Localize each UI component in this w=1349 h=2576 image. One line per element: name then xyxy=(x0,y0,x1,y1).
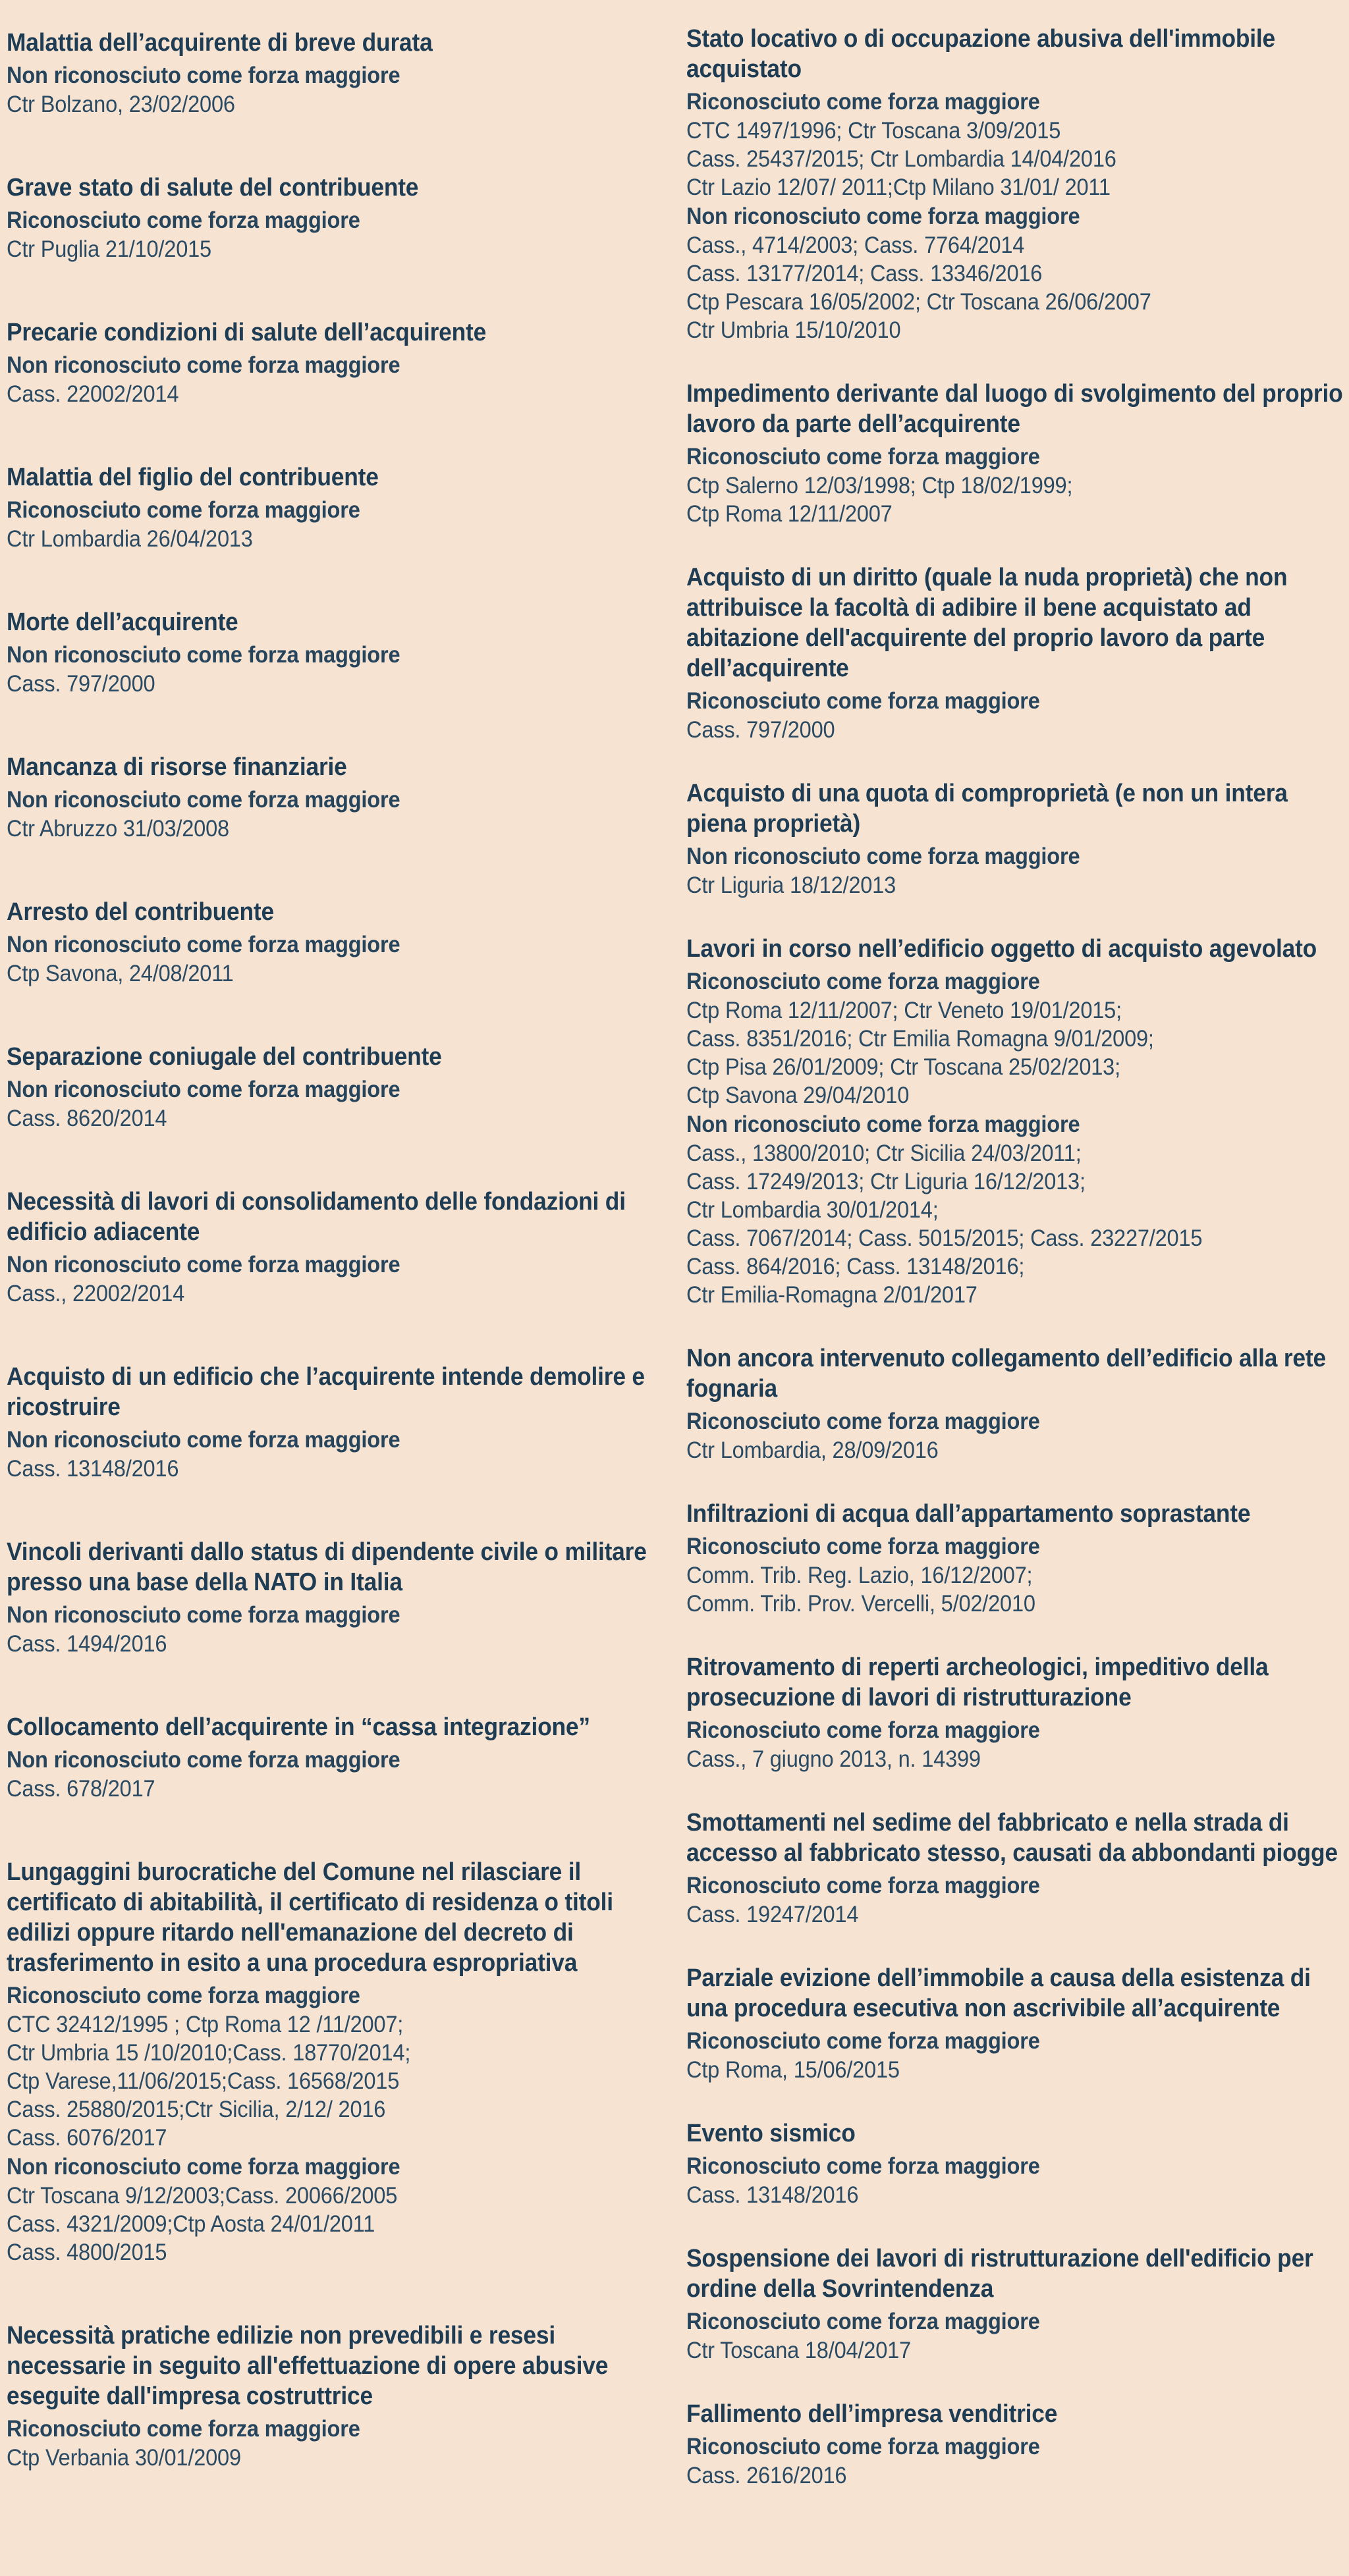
status-label: Riconosciuto come forza maggiore xyxy=(686,688,1040,714)
case-title: Acquisto di una quota di comproprietà (e non un intera piena proprietà) xyxy=(686,780,1288,838)
case-title: Vincoli derivanti dallo status di dipendente civile o militare presso una base della NATO in Italia xyxy=(7,1538,647,1596)
case-title: Ritrovamento di reperti archeologici, impeditivo della prosecuzione di lavori di ristrutturazione xyxy=(686,1653,1269,1711)
citation-line: CTC 1497/1996; Ctr Toscana 3/09/2015 xyxy=(686,118,1061,144)
case-title: Impedimento derivante dal luogo di svolgimento del proprio lavoro da parte dell’acquirente xyxy=(686,380,1343,438)
status-label: Non riconosciuto come forza maggiore xyxy=(686,203,1080,229)
citation-line: Cass. 797/2000 xyxy=(686,717,835,743)
case-entry xyxy=(7,1362,667,1483)
case-entry xyxy=(7,1712,667,1803)
case-entry xyxy=(7,317,667,408)
citation-line: Cass. 8620/2014 xyxy=(7,1106,167,1131)
case-entry xyxy=(686,778,1347,899)
status-label: Riconosciuto come forza maggiore xyxy=(686,444,1040,470)
citation-line: Cass., 22002/2014 xyxy=(7,1281,185,1306)
case-entry xyxy=(7,897,667,988)
citation-line: Ctr Abruzzo 31/03/2008 xyxy=(7,816,229,842)
citation-line: Cass. 1494/2016 xyxy=(7,1631,167,1657)
status-label: Riconosciuto come forza maggiore xyxy=(7,207,360,233)
status-label: Riconosciuto come forza maggiore xyxy=(686,89,1040,115)
citation-line: Ctp Savona 29/04/2010 xyxy=(686,1083,910,1108)
case-title: Malattia dell’acquirente di breve durata xyxy=(7,29,433,57)
citation-line: Ctr Lombardia 30/01/2014; xyxy=(686,1197,939,1223)
case-entry xyxy=(686,2399,1347,2490)
citation-line: Cass., 7 giugno 2013, n. 14399 xyxy=(686,1746,981,1772)
status-label: Non riconosciuto come forza maggiore xyxy=(7,642,400,668)
status-label: Non riconosciuto come forza maggiore xyxy=(7,63,400,88)
citation-line: Ctr Umbria 15/10/2010 xyxy=(686,317,901,343)
citation-line: Cass. 7067/2014; Cass. 5015/2015; Cass. 23227/2015 xyxy=(686,1225,1203,1251)
case-title: Grave stato di salute del contribuente xyxy=(7,174,419,201)
case-title: Acquisto di un edificio che l’acquirente intende demolire e ricostruire xyxy=(7,1363,645,1421)
status-label: Riconosciuto come forza maggiore xyxy=(7,497,360,523)
case-title: Stato locativo o di occupazione abusiva dell'immobile acquistato xyxy=(686,25,1276,83)
citation-line: Cass. 25437/2015; Ctr Lombardia 14/04/2016 xyxy=(686,146,1116,172)
citation-line: Ctr Toscana 9/12/2003;Cass. 20066/2005 xyxy=(7,2183,398,2209)
case-title: Lavori in corso nell’edificio oggetto di acquisto agevolato xyxy=(686,935,1317,963)
case-title: Fallimento dell’impresa venditrice xyxy=(686,2400,1058,2428)
case-entry xyxy=(7,1857,667,2267)
case-title: Arresto del contribuente xyxy=(7,898,274,926)
case-title: Infiltrazioni di acqua dall’appartamento soprastante xyxy=(686,1500,1251,1528)
citation-line: Ctp Roma 12/11/2007; Ctr Veneto 19/01/2015; xyxy=(686,998,1122,1023)
status-label: Riconosciuto come forza maggiore xyxy=(686,969,1040,994)
status-label: Non riconosciuto come forza maggiore xyxy=(686,1112,1080,1137)
citation-line: Cass. 22002/2014 xyxy=(7,381,179,407)
case-title: Morte dell’acquirente xyxy=(7,608,238,636)
case-title: Sospensione dei lavori di ristrutturazione dell'edificio per ordine della Sovrintendenza xyxy=(686,2245,1313,2303)
case-entry xyxy=(7,1537,667,1658)
citation-line: Ctp Varese,11/06/2015;Cass. 16568/2015 xyxy=(7,2068,400,2094)
citation-line: Cass. 4321/2009;Ctp Aosta 24/01/2011 xyxy=(7,2211,375,2237)
status-label: Non riconosciuto come forza maggiore xyxy=(7,932,400,957)
case-entry xyxy=(7,607,667,698)
citation-line: Ctr Lombardia, 28/09/2016 xyxy=(686,1437,939,1463)
citation-line: Cass. 864/2016; Cass. 13148/2016; xyxy=(686,1254,1025,1279)
status-label: Riconosciuto come forza maggiore xyxy=(686,2028,1040,2054)
status-label: Riconosciuto come forza maggiore xyxy=(686,1409,1040,1434)
case-title: Acquisto di un diritto (quale la nuda proprietà) che non attribuisce la facoltà di adibire il bene acquistato ad abitazione dell'acquirente del proprio lavoro da parte dell’acquirente xyxy=(686,564,1288,682)
status-label: Non riconosciuto come forza maggiore xyxy=(686,844,1080,869)
citation-line: Cass. 17249/2013; Ctr Liguria 16/12/2013; xyxy=(686,1169,1086,1194)
case-entry xyxy=(686,2118,1347,2209)
citation-line: Cass. 19247/2014 xyxy=(686,1902,859,1927)
status-label: Non riconosciuto come forza maggiore xyxy=(7,1747,400,1773)
citation-line: Comm. Trib. Prov. Vercelli, 5/02/2010 xyxy=(686,1591,1035,1617)
case-entry xyxy=(686,562,1347,744)
status-label: Non riconosciuto come forza maggiore xyxy=(7,1252,400,1277)
case-entry xyxy=(7,28,667,119)
case-entry xyxy=(7,752,667,843)
citation-line: Ctp Pisa 26/01/2009; Ctr Toscana 25/02/2013; xyxy=(686,1054,1120,1080)
status-label: Non riconosciuto come forza maggiore xyxy=(7,1427,400,1453)
case-entry xyxy=(7,1042,667,1133)
citation-line: Cass. 25880/2015;Ctr Sicilia, 2/12/ 2016 xyxy=(7,2097,386,2122)
citation-line: Ctr Liguria 18/12/2013 xyxy=(686,872,896,898)
citation-line: Ctr Lazio 12/07/ 2011;Ctp Milano 31/01/ 2011 xyxy=(686,174,1111,200)
citation-line: Ctp Savona, 24/08/2011 xyxy=(7,961,234,986)
case-entry xyxy=(7,462,667,553)
status-label: Riconosciuto come forza maggiore xyxy=(686,2309,1040,2334)
citation-line: Ctr Lombardia 26/04/2013 xyxy=(7,526,253,552)
case-entry xyxy=(686,1652,1347,1773)
case-title: Necessità pratiche edilizie non prevedibili e resesi necessarie in seguito all'effettuazione di opere abusive eseguite dall'impresa costruttrice xyxy=(7,2322,609,2410)
case-entry xyxy=(686,1808,1347,1929)
citation-line: Ctp Salerno 12/03/1998; Ctp 18/02/1999; xyxy=(686,473,1073,498)
status-label: Riconosciuto come forza maggiore xyxy=(686,1534,1040,1559)
citation-line: Cass., 13800/2010; Ctr Sicilia 24/03/2011; xyxy=(686,1140,1082,1166)
case-title: Collocamento dell’acquirente in “cassa integrazione” xyxy=(7,1713,590,1741)
case-entry xyxy=(686,1343,1347,1464)
citation-line: Ctr Umbria 15 /10/2010;Cass. 18770/2014; xyxy=(7,2040,411,2066)
case-entry xyxy=(686,379,1347,528)
citation-line: CTC 32412/1995 ; Ctp Roma 12 /11/2007; xyxy=(7,2012,404,2037)
status-label: Riconosciuto come forza maggiore xyxy=(686,1717,1040,1743)
citation-line: Ctr Toscana 18/04/2017 xyxy=(686,2338,911,2363)
status-label: Non riconosciuto come forza maggiore xyxy=(7,352,400,378)
citation-line: Comm. Trib. Reg. Lazio, 16/12/2007; xyxy=(686,1563,1033,1588)
case-title: Separazione coniugale del contribuente xyxy=(7,1043,442,1071)
citation-line: Cass. 13148/2016 xyxy=(7,1456,179,1482)
citation-line: Cass. 2616/2016 xyxy=(686,2463,847,2488)
citation-line: Cass. 6076/2017 xyxy=(7,2125,167,2151)
citation-line: Cass., 4714/2003; Cass. 7764/2014 xyxy=(686,232,1025,258)
case-title: Lungaggini burocratiche del Comune nel rilasciare il certificato di abitabilità, il certificato di residenza o titoli edilizi oppure ritardo nell'emanazione del decreto di trasferimento in esito a una procedura espropriativa xyxy=(7,1858,613,1977)
case-title: Parziale evizione dell’immobile a causa della esistenza di una procedura esecutiva non ascrivibile all’acquirente xyxy=(686,1964,1311,2022)
case-entry xyxy=(686,2243,1347,2365)
left-column xyxy=(7,28,667,2526)
citation-line: Cass. 4800/2015 xyxy=(7,2240,167,2265)
status-label: Non riconosciuto come forza maggiore xyxy=(7,787,400,813)
right-column xyxy=(686,24,1347,2524)
status-label: Non riconosciuto come forza maggiore xyxy=(7,1602,400,1628)
citation-line: Cass. 8351/2016; Ctr Emilia Romagna 9/01/2009; xyxy=(686,1026,1154,1052)
citation-line: Ctr Puglia 21/10/2015 xyxy=(7,236,211,262)
status-label: Non riconosciuto come forza maggiore xyxy=(7,2154,400,2180)
case-title: Precarie condizioni di salute dell’acquirente xyxy=(7,319,487,346)
citation-line: Ctp Verbania 30/01/2009 xyxy=(7,2445,241,2471)
status-label: Riconosciuto come forza maggiore xyxy=(686,2434,1040,2459)
case-entry xyxy=(686,24,1347,344)
citation-line: Ctp Roma, 15/06/2015 xyxy=(686,2057,900,2083)
case-entry xyxy=(686,934,1347,1309)
status-label: Riconosciuto come forza maggiore xyxy=(7,1983,360,2008)
citation-line: Cass. 797/2000 xyxy=(7,671,155,697)
citation-line: Ctp Roma 12/11/2007 xyxy=(686,501,893,527)
citation-line: Ctr Bolzano, 23/02/2006 xyxy=(7,92,235,117)
case-title: Smottamenti nel sedime del fabbricato e nella strada di accesso al fabbricato stesso, causati da abbondanti piogge xyxy=(686,1809,1338,1867)
case-title: Mancanza di risorse finanziarie xyxy=(7,753,347,781)
status-label: Riconosciuto come forza maggiore xyxy=(686,1873,1040,1898)
status-label: Riconosciuto come forza maggiore xyxy=(686,2153,1040,2179)
case-entry xyxy=(686,1499,1347,1618)
citation-line: Cass. 13148/2016 xyxy=(686,2182,859,2208)
case-entry xyxy=(686,1963,1347,2084)
citation-line: Ctr Emilia-Romagna 2/01/2017 xyxy=(686,1282,977,1308)
case-title: Malattia del figlio del contribuente xyxy=(7,464,379,491)
case-entry xyxy=(7,2321,667,2472)
case-title: Evento sismico xyxy=(686,2120,856,2147)
citation-line: Cass. 678/2017 xyxy=(7,1776,155,1802)
case-entry xyxy=(7,1187,667,1308)
case-title: Necessità di lavori di consolidamento delle fondazioni di edificio adiacente xyxy=(7,1188,626,1246)
case-title: Non ancora intervenuto collegamento dell’edificio alla rete fognaria xyxy=(686,1345,1326,1403)
citation-line: Ctp Pescara 16/05/2002; Ctr Toscana 26/06/2007 xyxy=(686,289,1151,315)
status-label: Non riconosciuto come forza maggiore xyxy=(7,1077,400,1102)
citation-line: Cass. 13177/2014; Cass. 13346/2016 xyxy=(686,261,1043,286)
case-entry xyxy=(7,173,667,263)
status-label: Riconosciuto come forza maggiore xyxy=(7,2416,360,2442)
